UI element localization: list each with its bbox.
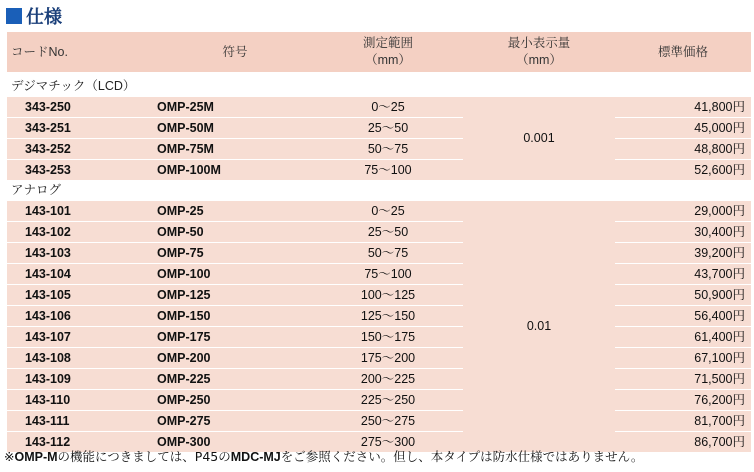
cell-model: OMP-200 [157,348,313,369]
footnote-text-2: をご参照ください。但し、本タイプは防水仕様ではありません。 [280,449,644,464]
square-bullet-icon [6,8,22,24]
cell-model: OMP-125 [157,285,313,306]
cell-code: 143-109 [7,369,157,390]
cell-range: 50～75 [313,139,463,160]
cell-price: 30,400円 [615,222,751,243]
cell-range: 150～175 [313,327,463,348]
table-row [7,264,751,285]
cell-price: 45,000円 [615,118,751,139]
table-header-row [7,32,751,74]
table-row [7,369,751,390]
table-row [7,139,751,160]
cell-price: 61,400円 [615,327,751,348]
cell-model: OMP-100M [157,160,313,181]
cell-code: 143-103 [7,243,157,264]
table-row [7,327,751,348]
header-resolution [463,32,615,74]
cell-range: 0～25 [313,201,463,222]
cell-model: OMP-25M [157,97,313,118]
cell-code: 143-105 [7,285,157,306]
cell-range: 250～275 [313,411,463,432]
cell-range: 50～75 [313,243,463,264]
cell-range: 75～100 [313,264,463,285]
cell-price: 81,700円 [615,411,751,432]
cell-model: OMP-300 [157,432,313,453]
cell-model: OMP-275 [157,411,313,432]
cell-code: 143-111 [7,411,157,432]
table-row [7,118,751,139]
header-price: 標準価格 [615,32,751,74]
cell-range: 25～50 [313,222,463,243]
cell-price: 39,200円 [615,243,751,264]
cell-code: 343-252 [7,139,157,160]
cell-code: 343-253 [7,160,157,181]
cell-range: 75～100 [313,160,463,181]
cell-code: 143-106 [7,306,157,327]
cell-model: OMP-175 [157,327,313,348]
cell-range: 275～300 [313,432,463,453]
cell-range: 200～225 [313,369,463,390]
cell-price: 48,800円 [615,139,751,160]
cell-range: 25～50 [313,118,463,139]
cell-code: 143-108 [7,348,157,369]
cell-code: 343-250 [7,97,157,118]
table-row [7,97,751,118]
table-row [7,222,751,243]
section-title [6,3,62,29]
section-title-text: 仕様 [26,7,62,28]
cell-resolution: 0.01 [463,201,615,453]
header-range [313,32,463,74]
header-resolution-label: 最小表示量 [507,36,571,50]
cell-model: OMP-50 [157,222,313,243]
cell-price: 29,000円 [615,201,751,222]
spec-table [7,32,751,452]
group-label: アナログ [7,180,751,201]
group-label: デジマチック（LCD） [7,74,751,97]
footnote-text-1: の機能につきましては、P45の [57,449,231,464]
cell-range: 100～125 [313,285,463,306]
cell-model: OMP-25 [157,201,313,222]
table-row [7,348,751,369]
cell-code: 143-110 [7,390,157,411]
cell-range: 175～200 [313,348,463,369]
cell-code: 143-107 [7,327,157,348]
cell-model: OMP-75M [157,139,313,160]
cell-price: 67,100円 [615,348,751,369]
cell-model: OMP-100 [157,264,313,285]
header-code: コードNo. [7,32,157,74]
cell-code: 343-251 [7,118,157,139]
cell-model: OMP-225 [157,369,313,390]
cell-model: OMP-75 [157,243,313,264]
footnote-model: OMP-M [14,450,58,464]
cell-price: 76,200円 [615,390,751,411]
table-row [7,160,751,181]
cell-code: 143-101 [7,201,157,222]
cell-price: 50,900円 [615,285,751,306]
table-row [7,201,751,222]
group-row [7,180,751,201]
cell-code: 143-104 [7,264,157,285]
cell-range: 125～150 [313,306,463,327]
cell-price: 86,700円 [615,432,751,453]
cell-range: 225～250 [313,390,463,411]
cell-resolution: 0.001 [463,97,615,181]
cell-code: 143-102 [7,222,157,243]
footnote [4,447,643,465]
cell-code: 143-112 [7,432,157,453]
cell-price: 56,400円 [615,306,751,327]
cell-model: OMP-150 [157,306,313,327]
cell-price: 71,500円 [615,369,751,390]
table-row [7,390,751,411]
cell-price: 41,800円 [615,97,751,118]
table-row [7,306,751,327]
footnote-ref: MDC-MJ [230,450,281,464]
cell-price: 52,600円 [615,160,751,181]
table-row [7,411,751,432]
cell-model: OMP-50M [157,118,313,139]
group-row [7,74,751,97]
cell-range: 0～25 [313,97,463,118]
table-row [7,285,751,306]
header-range-label: 測定範囲 [362,36,413,50]
header-resolution-unit: （mm） [516,53,562,67]
cell-model: OMP-250 [157,390,313,411]
table-row [7,243,751,264]
footnote-mark: ※ [4,449,15,464]
cell-price: 43,700円 [615,264,751,285]
header-model: 符号 [157,32,313,74]
header-range-unit: （mm） [365,53,411,67]
